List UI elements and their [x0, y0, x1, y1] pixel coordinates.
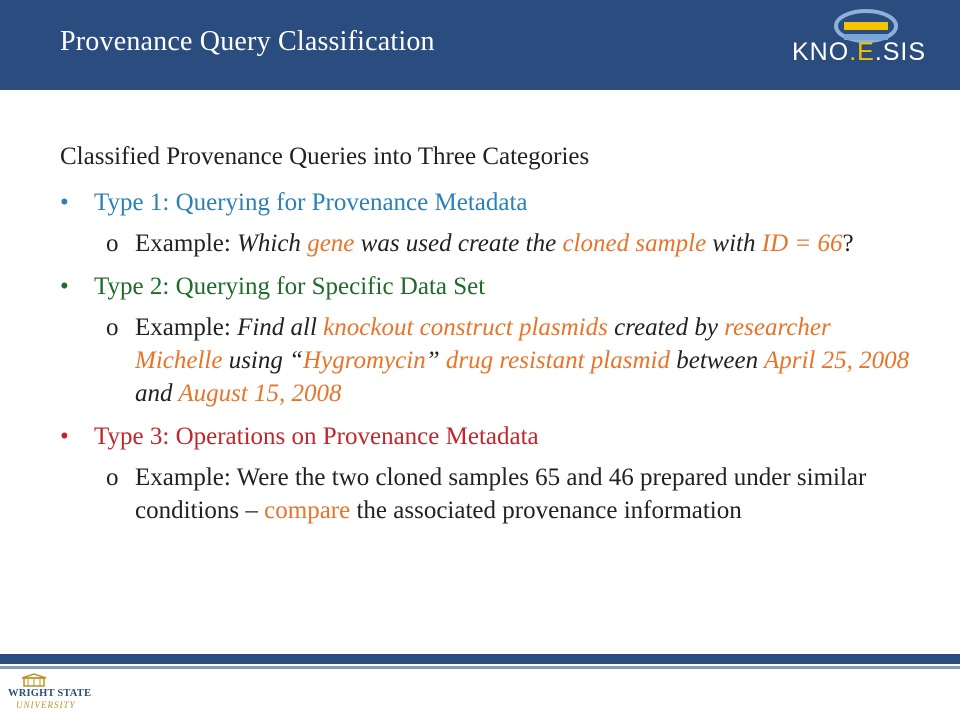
- footer-university-sub: UNIVERSITY: [16, 700, 76, 710]
- logo-wordmark: KNO.E.SIS: [792, 38, 927, 66]
- bullet-type-3: • Type 3: Operations on Provenance Metadata: [60, 420, 920, 453]
- footer-university-name: WRIGHT STATE: [8, 688, 92, 699]
- bullet-type-2: • Type 2: Querying for Specific Data Set: [60, 270, 920, 303]
- bullet-dot-icon: •: [60, 273, 69, 300]
- slide-title: Provenance Query Classification: [60, 26, 435, 57]
- example-type-1: o Example: Which gene was used create the cloned sample with ID = 66?: [60, 227, 920, 260]
- example-type-2: o Example: Find all knockout construct plasmids created by researcher Michelle using “Hygromycin” drug resistant plasmid between April 25, 2008 and August 15, 2008: [60, 311, 920, 410]
- sub-bullet-icon: o: [106, 314, 119, 341]
- bullet-type-1: • Type 1: Querying for Provenance Metadata: [60, 186, 920, 219]
- example-type-3: o Example: Were the two cloned samples 65 and 46 prepared under similar conditions – compare the associated provenance information: [60, 461, 920, 527]
- sub-bullet-icon: o: [106, 230, 119, 257]
- sub-bullet-icon: o: [106, 464, 119, 491]
- bullet-dot-icon: •: [60, 423, 69, 450]
- bullet-dot-icon: •: [60, 189, 69, 216]
- footer-rule: [0, 666, 960, 669]
- footer-bar: [0, 654, 960, 664]
- slide-body: [60, 140, 920, 537]
- intro-line: Classified Provenance Queries into Three Categories: [60, 143, 590, 170]
- slide-header: [0, 0, 960, 90]
